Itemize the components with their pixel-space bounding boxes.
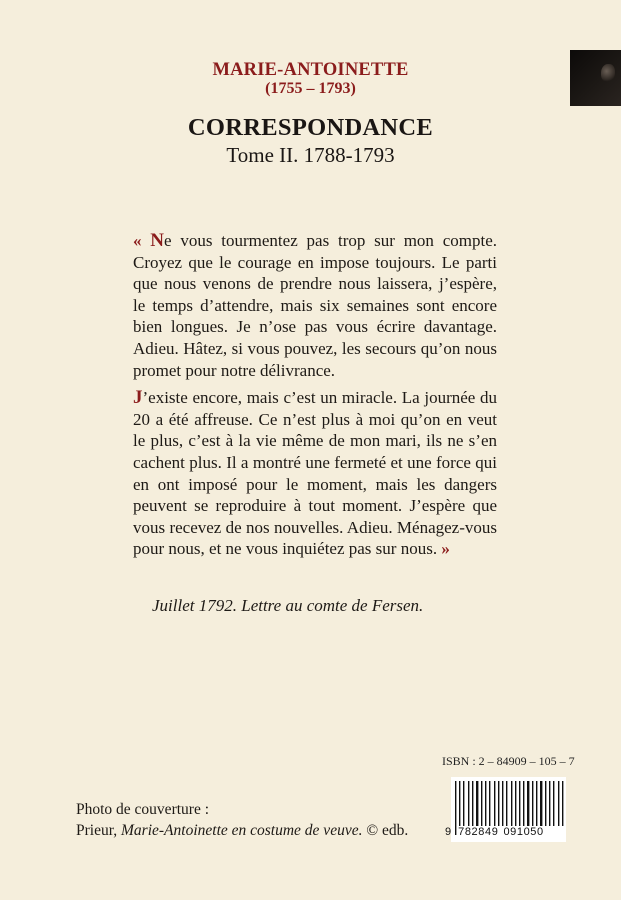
book-title: CORRESPONDANCE [187,114,434,141]
drop-initial-j: J [133,387,143,409]
photo-credit [76,799,408,841]
quote-paragraph-2 [133,387,497,560]
quote-paragraph-1 [133,230,497,381]
opening-guillemet: « [133,231,142,250]
quote-block [133,230,497,560]
photo-credit-work: Marie-Antoinette en costume de veuve. [121,822,363,839]
photo-credit-author: Prieur, [76,822,118,839]
drop-initial-n: N [150,230,165,251]
author-name: MARIE-ANTOINETTE [212,60,409,80]
barcode-group-2: 091050 [503,826,544,838]
quote-attribution: Juillet 1792. Lettre au comte de Fersen. [152,596,424,615]
isbn-number: ISBN : 2 – 84909 – 105 – 7 [442,754,575,768]
barcode-digits [445,826,570,838]
author-dates: (1755 – 1793) [265,80,356,97]
quote-paragraph-1-text: e vous tourmentez pas trop sur mon compte. Croyez que le courage en impose toujours. Le parti que nous venons de prendre nous laissera, j’espère, le temps d’attendre, mais six semaines sont encore bien longues. Je n’ose pas vous écrire davantage. Adieu. Hâtez, si vous pouvez, les secours qu’on nous promet pour notre délivrance. [133,231,498,380]
photo-credit-line [76,820,408,841]
quote-paragraph-2-text: ’existe encore, mais c’est un miracle. La journée du 20 a été affreuse. Ce n’est plus à moi qu’on en veut le plus, c’est à la vie même de mon mari, ils ne s’en cachent plus. Il a montré une fermeté et une force qui en ont imposé pour le moment, mais les dangers peuvent se reproduire à tout moment. J’espère que vous recevez de nos nouvelles. Adieu. Ménagez-vous pour nous, et ne vous inquiétez pas sur nous. [133,388,497,559]
barcode-group-1: 782849 [458,826,499,838]
photo-credit-rights: © edb. [366,822,409,839]
closing-guillemet: » [441,539,450,559]
volume-info: Tome II. 1788-1793 [226,143,395,167]
photo-credit-heading: Photo de couverture : [76,801,210,818]
barcode-lead-digit: 9 [445,826,452,838]
